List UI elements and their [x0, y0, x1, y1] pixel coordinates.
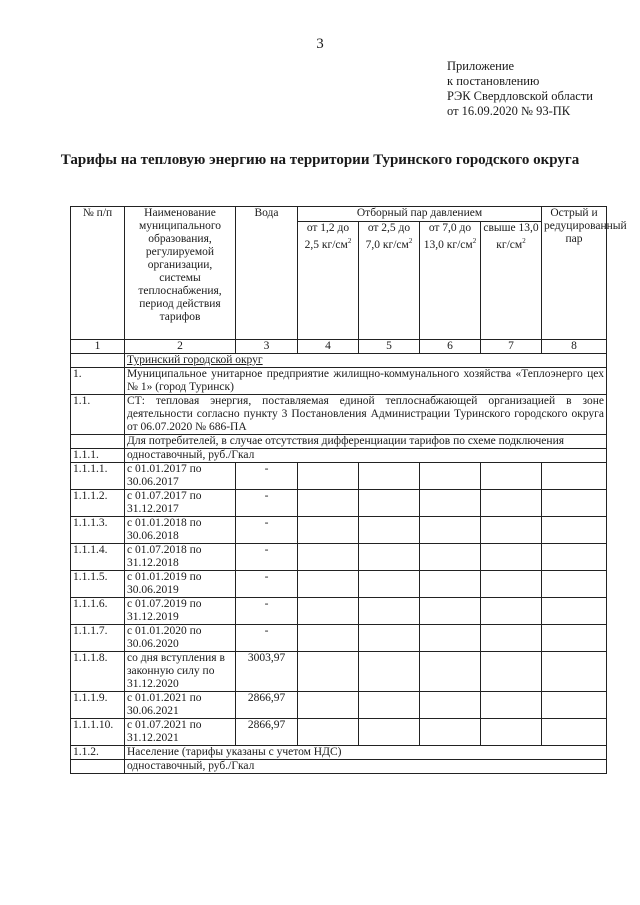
water-value: - — [236, 544, 298, 571]
empty-cell — [542, 652, 607, 692]
empty-cell — [298, 544, 359, 571]
period-cell: с 01.01.2020 по 30.06.2020 — [125, 625, 236, 652]
period-cell: с 01.01.2019 по 30.06.2019 — [125, 571, 236, 598]
empty-cell — [542, 463, 607, 490]
header-steam-group: Отборный пар давлением — [298, 207, 542, 222]
water-value: - — [236, 490, 298, 517]
empty-cell — [420, 571, 481, 598]
empty-cell — [359, 719, 420, 746]
period-cell: с 01.01.2021 по 30.06.2021 — [125, 692, 236, 719]
appendix-block — [447, 59, 593, 119]
period-cell: с 01.07.2021 по 31.12.2021 — [125, 719, 236, 746]
row-number: 1.1.1.4. — [71, 544, 125, 571]
empty-cell — [298, 719, 359, 746]
table-row — [71, 598, 607, 625]
row-number: 1.1.1.6. — [71, 598, 125, 625]
table-row — [71, 517, 607, 544]
row-number: 1.1.1.3. — [71, 517, 125, 544]
table-row — [71, 625, 607, 652]
water-value: 3003,97 — [236, 652, 298, 692]
empty-cell — [481, 652, 542, 692]
population-text: Население (тарифы указаны с учетом НДС) — [125, 746, 607, 760]
empty-cell — [542, 571, 607, 598]
empty-cell — [359, 571, 420, 598]
table-row — [71, 544, 607, 571]
row-number: 1.1.1. — [71, 449, 125, 463]
tariff-table — [70, 206, 627, 774]
empty-cell — [359, 652, 420, 692]
row-number: 1.1.1.1. — [71, 463, 125, 490]
col-number: 7 — [481, 340, 542, 354]
empty-cell — [420, 490, 481, 517]
consumers-row — [71, 435, 607, 449]
header-row-top — [71, 207, 607, 222]
period-cell: с 01.07.2019 по 31.12.2019 — [125, 598, 236, 625]
water-value: - — [236, 517, 298, 544]
row-number: 1. — [71, 368, 125, 395]
empty-cell — [481, 490, 542, 517]
table-row — [71, 490, 607, 517]
header-name: Наименование муниципального образования, регулируемой организации, системы теплоснабжения, период действия тарифов — [125, 207, 236, 340]
empty-cell — [542, 598, 607, 625]
period-cell: с 01.07.2017 по 31.12.2017 — [125, 490, 236, 517]
empty-cell — [481, 625, 542, 652]
empty-cell — [542, 517, 607, 544]
empty-cell — [481, 517, 542, 544]
empty-cell — [420, 652, 481, 692]
col-number: 6 — [420, 340, 481, 354]
col-number: 1 — [71, 340, 125, 354]
empty-cell — [420, 692, 481, 719]
empty-cell — [481, 598, 542, 625]
population-single-rate-row — [71, 760, 607, 774]
water-value: - — [236, 598, 298, 625]
water-value: - — [236, 571, 298, 598]
empty-cell — [420, 517, 481, 544]
row-number: 1.1.1.10. — [71, 719, 125, 746]
header-steam-2: от 2,5 до 7,0 $кг/см^2$ — [359, 222, 420, 340]
single-rate-text: одноставочный, руб./Гкал — [125, 449, 607, 463]
header-sharp-steam: Острый и редуцированный пар — [542, 207, 607, 340]
row-number: 1.1.1.9. — [71, 692, 125, 719]
appendix-line-2: к постановлению — [447, 74, 540, 88]
col-number: 4 — [298, 340, 359, 354]
table-row — [71, 463, 607, 490]
row-number: 1.1.1.8. — [71, 652, 125, 692]
empty-cell — [359, 625, 420, 652]
header-steam-1: от 1,2 до 2,5 $кг/см^2$ — [298, 222, 359, 340]
table-row — [71, 571, 607, 598]
empty-cell — [420, 625, 481, 652]
column-number-row — [71, 340, 607, 354]
empty-cell — [542, 544, 607, 571]
empty-cell — [420, 719, 481, 746]
empty-cell — [481, 719, 542, 746]
empty-cell — [481, 463, 542, 490]
empty-cell — [298, 652, 359, 692]
water-value: 2866,97 — [236, 719, 298, 746]
heat-system-row — [71, 395, 607, 435]
population-row — [71, 746, 607, 760]
empty-cell — [298, 625, 359, 652]
empty-cell — [542, 490, 607, 517]
heat-system-text: СТ: тепловая энергия, поставляемая единой теплоснабжающей организацией в зоне деятельности согласно пункту 3 Постановления Администрации Туринского городского округа от 06.07.2020 № 686-ПА — [125, 395, 607, 435]
header-num: № п/п — [71, 207, 125, 340]
header-steam-3: от 7,0 до 13,0 $кг/см^2$ — [420, 222, 481, 340]
col-number: 8 — [542, 340, 607, 354]
row-number: 1.1.2. — [71, 746, 125, 760]
empty-cell — [420, 463, 481, 490]
empty-cell — [298, 517, 359, 544]
empty-cell — [359, 598, 420, 625]
empty-cell — [359, 517, 420, 544]
col-number: 3 — [236, 340, 298, 354]
empty-cell — [420, 544, 481, 571]
col-number: 2 — [125, 340, 236, 354]
empty-cell — [481, 544, 542, 571]
appendix-line-4: от 16.09.2020 № 93-ПК — [447, 104, 571, 118]
period-cell: с 01.01.2017 по 30.06.2017 — [125, 463, 236, 490]
consumers-text: Для потребителей, в случае отсутствия дифференциации тарифов по схеме подключения — [125, 435, 607, 449]
period-cell: с 01.07.2018 по 31.12.2018 — [125, 544, 236, 571]
empty-cell — [298, 463, 359, 490]
organization-row — [71, 368, 607, 395]
district-row — [71, 354, 607, 368]
empty-cell — [542, 692, 607, 719]
organization-name: Муниципальное унитарное предприятие жилищно-коммунального хозяйства «Теплоэнерго цех № 1» (город Туринск) — [125, 368, 607, 395]
appendix-line-3: РЭК Свердловской области — [447, 89, 593, 103]
appendix-line-1: Приложение — [447, 59, 515, 73]
single-rate-row — [71, 449, 607, 463]
table-row — [71, 652, 607, 692]
page-number: 3 — [316, 36, 324, 52]
row-number: 1.1.1.7. — [71, 625, 125, 652]
empty-cell — [542, 625, 607, 652]
empty-cell — [359, 463, 420, 490]
row-number: 1.1.1.2. — [71, 490, 125, 517]
empty-cell — [298, 692, 359, 719]
empty-cell — [359, 692, 420, 719]
col-number: 5 — [359, 340, 420, 354]
empty-cell — [420, 598, 481, 625]
header-steam-4: свыше 13,0 $кг/см^2$ — [481, 222, 542, 340]
table-row — [71, 719, 607, 746]
water-value: 2866,97 — [236, 692, 298, 719]
empty-cell — [542, 719, 607, 746]
water-value: - — [236, 463, 298, 490]
empty-cell — [359, 490, 420, 517]
period-cell: с 01.01.2018 по 30.06.2018 — [125, 517, 236, 544]
empty-cell — [481, 692, 542, 719]
row-number: 1.1.1.5. — [71, 571, 125, 598]
water-value: - — [236, 625, 298, 652]
district-name: Туринский городской округ — [125, 354, 607, 368]
empty-cell — [298, 490, 359, 517]
population-single-rate-text: одноставочный, руб./Гкал — [125, 760, 607, 774]
empty-cell — [298, 571, 359, 598]
table-row — [71, 692, 607, 719]
row-number: 1.1. — [71, 395, 125, 435]
period-cell: со дня вступления в законную силу по 31.12.2020 — [125, 652, 236, 692]
document-title: Тарифы на тепловую энергию на территории Туринского городского округа — [60, 152, 580, 168]
empty-cell — [359, 544, 420, 571]
header-water: Вода — [236, 207, 298, 340]
empty-cell — [298, 598, 359, 625]
empty-cell — [481, 571, 542, 598]
